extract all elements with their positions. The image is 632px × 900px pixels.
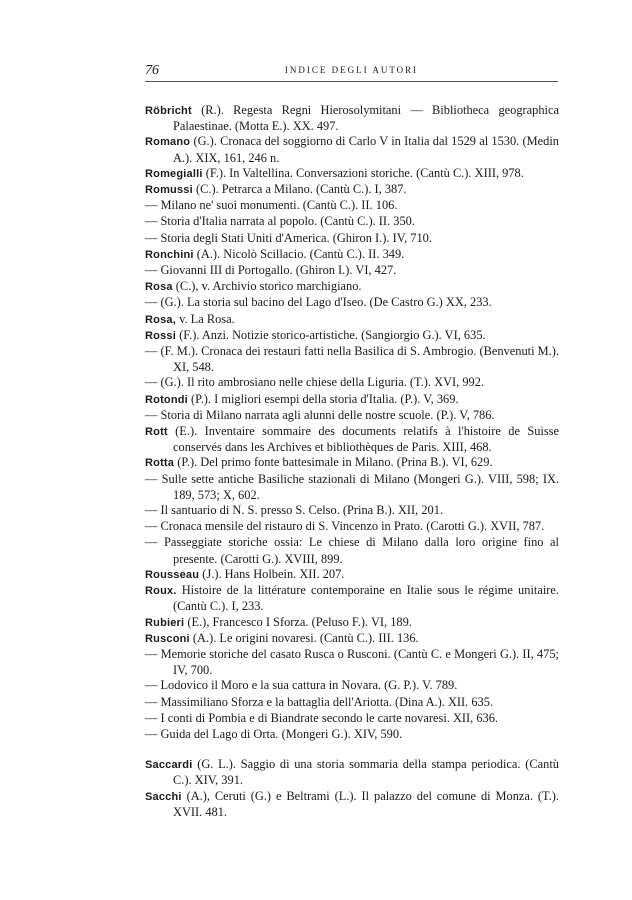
- index-entry: [145, 214, 559, 230]
- entry-author: Romussi: [145, 184, 193, 197]
- index-entry: [145, 583, 559, 614]
- entry-text: (F.). In Valtellina. Conversazioni storiche. (Cantù C.). XIII, 978.: [202, 165, 524, 180]
- entry-text: (A.). Le origini novaresi. (Cantù C.). III. 136.: [189, 630, 419, 645]
- index-entry: [145, 182, 559, 198]
- entry-text: (P.). Del primo fonte battesimale in Milano. (Prina B.). VI, 629.: [174, 455, 493, 470]
- index-entry: [145, 535, 559, 566]
- index-entry: [145, 295, 559, 311]
- entry-text: — Storia degli Stati Uniti d'America. (Ghiron I.). IV, 710.: [145, 230, 432, 245]
- index-entry: [145, 312, 559, 328]
- entry-text: (E.), Francesco I Sforza. (Peluso F.). VI, 189.: [184, 614, 412, 629]
- entry-text: — I conti di Pombia e di Biandrate secondo le carte novaresi. XII, 636.: [145, 710, 499, 725]
- index-entry: [145, 328, 559, 344]
- entry-text: (G. L.). Saggio di una storia sommaria della stampa periodica. (Cantù C.). XIV, 391.: [173, 757, 559, 788]
- entry-text: (G.). Cronaca del soggiorno di Carlo V in Italia dal 1529 al 1530. (Medin A.). XIX, 161, 246 n.: [173, 134, 559, 165]
- entry-author: Rousseau: [145, 568, 200, 581]
- index-entry: [145, 247, 559, 263]
- entry-author: Romegialli: [145, 167, 203, 180]
- entry-text: — Lodovico il Moro e la sua cattura in Novara. (G. P.). V. 789.: [145, 678, 458, 693]
- entry-text: — Storia di Milano narrata agli alunni delle nostre scuole. (P.). V, 786.: [145, 407, 495, 422]
- entry-text: (C.). Petrarca a Milano. (Cantù C.). I, 387.: [192, 182, 407, 197]
- entry-author: Romano: [145, 136, 191, 149]
- entry-text: — Storia d'Italia narrata al popolo. (Cantù C.). II. 350.: [145, 214, 415, 229]
- entry-author: Saccardi: [145, 759, 193, 772]
- index-entry: [145, 134, 559, 165]
- index-entry: [145, 344, 559, 375]
- entry-text: — Sulle sette antiche Basiliche stazionali di Milano (Mongeri G.). VIII, 598; IX. 189, 573; X, 602.: [145, 471, 559, 502]
- entry-text: — Il santuario di N. S. presso S. Celso. (Prina B.). XII, 201.: [145, 503, 444, 518]
- index-entry: [145, 615, 559, 631]
- index-entry: [145, 279, 559, 295]
- index-entry: [145, 375, 559, 391]
- entry-author: Ronchini: [145, 248, 194, 261]
- entry-text: Histoire de la littérature contemporaine en Italie sous le régime unitaire. (Cantù C.). I, 233.: [173, 583, 559, 614]
- index-entry: [145, 647, 559, 678]
- entry-author: Sacchi: [145, 790, 182, 803]
- index-entry: [145, 678, 559, 694]
- index-entry: [145, 198, 559, 214]
- index-entry: [145, 455, 559, 471]
- entry-author: Rosa: [145, 281, 173, 294]
- entry-text: — (F. M.). Cronaca dei restauri fatti nella Basilica di S. Ambrogio. (Benvenuti M.). XI, 548.: [145, 344, 560, 375]
- entry-text: (E.). Inventaire sommaire des documents relatifs à l'histoire de Suisse conservés dans les Archives et bibliothèques de Paris. XIII, 468.: [167, 424, 559, 455]
- index-entry: [145, 166, 559, 182]
- entry-text: — (G.). La storia sul bacino del Lago d'Iseo. (De Castro G.) XX, 233.: [145, 295, 492, 310]
- running-head: INDICE DEGLI AUTORI: [284, 65, 419, 75]
- index-entry: [145, 567, 559, 583]
- entry-author: Rotondi: [145, 393, 188, 406]
- entry-text: (J.). Hans Holbein. XII. 207.: [199, 566, 345, 581]
- entry-text: (F.). Anzi. Notizie storico-artistiche. (Sangiorgio G.). VI, 635.: [175, 327, 486, 342]
- page-header: [145, 63, 558, 82]
- entry-author: Rossi: [145, 329, 176, 342]
- index-entry: [145, 424, 559, 455]
- index-entry: [145, 711, 559, 727]
- author-index-list: [145, 103, 559, 820]
- entry-text: — Giovanni III di Portogallo. (Ghiron I.). VI, 427.: [145, 263, 397, 278]
- entry-text: — Massimiliano Sforza e la battaglia dell'Ariotta. (Dina A.). XII. 635.: [145, 694, 494, 709]
- index-entry: [145, 519, 559, 535]
- entry-author: Rotta: [145, 457, 175, 470]
- entry-text: (A.). Nicolò Scillacio. (Cantù C.). II. 349.: [193, 246, 405, 261]
- entry-text: (C.), v. Archivio storico marchigiano.: [172, 279, 362, 294]
- entry-text: v. La Rosa.: [175, 311, 235, 326]
- entry-author: Roux.: [145, 585, 177, 598]
- index-entry: [145, 727, 559, 743]
- entry-author: Röbricht: [145, 105, 192, 117]
- index-entry: [145, 757, 559, 788]
- entry-author: Rubieri: [145, 616, 185, 629]
- entry-author: Rosa,: [145, 313, 176, 326]
- index-entry: [145, 695, 559, 711]
- index-entry: [145, 408, 559, 424]
- index-entry: [145, 263, 559, 279]
- index-entry: [145, 231, 559, 247]
- index-entry: [145, 392, 559, 408]
- entry-text: (R.). Regesta Regni Hierosolymitani — Bibliotheca geographica Palaestinae. (Motta E.). XX. 497.: [173, 103, 559, 134]
- entry-text: — Guida del Lago di Orta. (Mongeri G.). XIV, 590.: [145, 726, 403, 741]
- index-entry: [145, 472, 559, 503]
- entry-text: (P.). I migliori esempi della storia d'Italia. (P.). V, 369.: [187, 391, 459, 406]
- index-entry: [145, 503, 559, 519]
- entry-author: Rusconi: [145, 632, 190, 645]
- entry-text: — Memorie storiche del casato Rusca o Rusconi. (Cantù C. e Mongeri G.). II, 475; IV, 700.: [145, 646, 559, 678]
- index-entry: [145, 631, 559, 647]
- entry-text: — Cronaca mensile del ristauro di S. Vincenzo in Prato. (Carotti G.). XVII, 787.: [145, 519, 545, 534]
- index-entry: [145, 789, 559, 820]
- entry-text: (A.), Ceruti (G.) e Beltrami (L.). Il palazzo del comune di Monza. (T.). XVII. 481.: [173, 788, 559, 819]
- entry-text: — Milano ne' suoi monumenti. (Cantù C.). II. 106.: [145, 198, 398, 213]
- index-entry: [145, 103, 559, 134]
- page-number: 76: [145, 63, 159, 78]
- entry-text: — (G.). Il rito ambrosiano nelle chiese della Liguria. (T.). XVI, 992.: [145, 375, 485, 390]
- entry-author: Rott: [145, 426, 168, 439]
- entry-text: — Passeggiate storiche ossia: Le chiese di Milano dalla loro origine fino al presente. (Carotti G.). XVIII, 899.: [145, 535, 559, 566]
